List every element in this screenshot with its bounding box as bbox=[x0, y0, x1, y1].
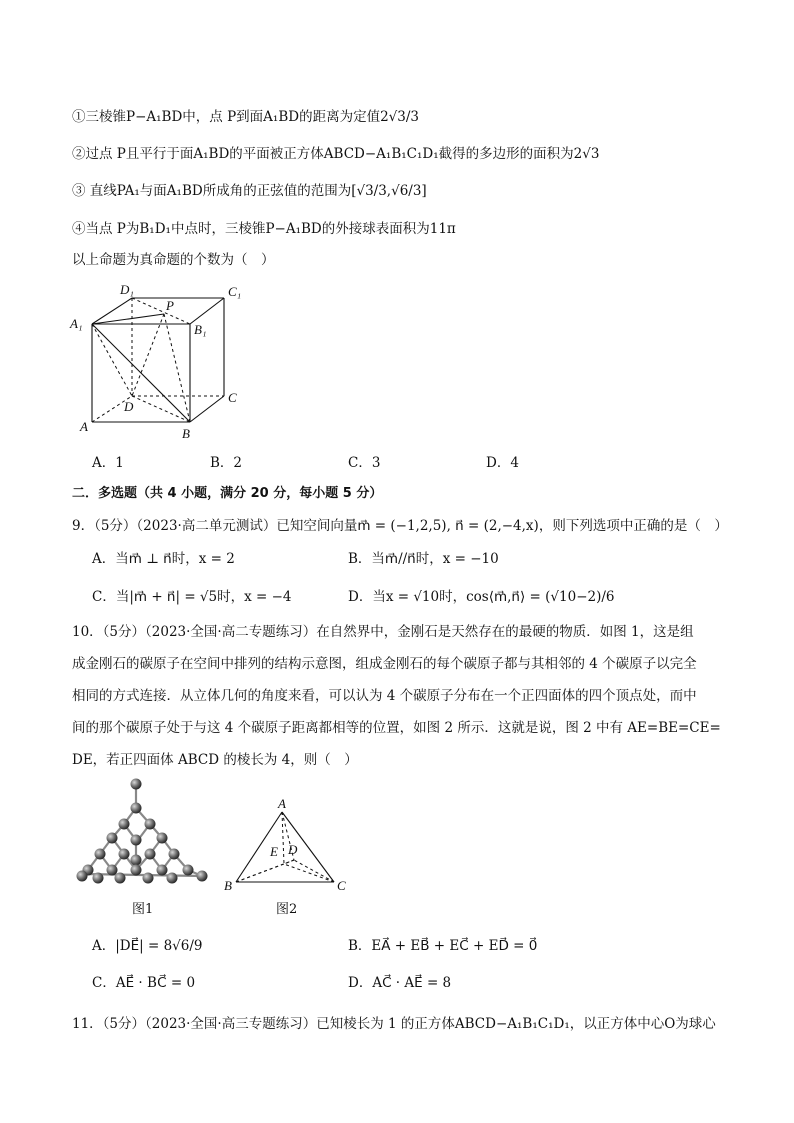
q9-stem: 9．（5分）（2023·高二单元测试）已知空间向量m⃗ = (−1,2,5), n⃗ = (2,−4,x)，则下列选项中正确的是（ ） bbox=[72, 518, 728, 534]
tetra-label-C: C bbox=[337, 878, 346, 893]
section-heading: 二．多选题（共 4 小题，满分 20 分，每小题 5 分） bbox=[72, 486, 383, 501]
q9-option-a: A．当m⃗ ⊥ n⃗时，x = 2 bbox=[92, 551, 235, 567]
tetrahedron-figure bbox=[224, 798, 354, 898]
label-P: P bbox=[166, 298, 174, 313]
label-D: D bbox=[124, 399, 134, 414]
tetra-label-A: A bbox=[278, 798, 286, 811]
q10-stem-line-1: 10．（5分）（2023·全国·高二专题练习）在自然界中，金刚石是天然存在的最硬的物质．如图 1，这是组 bbox=[72, 624, 694, 640]
tetra-label-E: E bbox=[270, 844, 278, 859]
q10-stem-line-5: DE，若正四面体 ABCD 的棱长为 4，则（ ） bbox=[72, 752, 358, 768]
q10-option-d: D．AC⃗ · AE⃗ = 8 bbox=[348, 975, 452, 991]
diamond-lattice-figure bbox=[72, 772, 212, 892]
q9-option-d: D．当x = √10时，cos⟨m⃗,n⃗⟩ = (√10−2)/6 bbox=[348, 589, 615, 605]
q10-option-c: C．AE⃗ · BC⃗ = 0 bbox=[92, 975, 196, 991]
figure-1-caption: 图1 bbox=[132, 902, 154, 917]
q9-option-c: C．当|m⃗ + n⃗| = √5时，x = −4 bbox=[92, 589, 292, 605]
label-B1: B₁ bbox=[194, 322, 207, 337]
statement-3: ③ 直线PA₁与面A₁BD所成角的正弦值的范围为[√3/3,√6/3] bbox=[72, 183, 427, 199]
q8-option-d: D．4 bbox=[486, 455, 519, 471]
q8-option-b: B．2 bbox=[210, 455, 243, 471]
q10-option-b: B．EA⃗ + EB⃗ + EC⃗ + ED⃗ = 0⃗ bbox=[348, 938, 538, 954]
q9-option-b: B．当m⃗//n⃗时，x = −10 bbox=[348, 551, 499, 567]
label-C1: C₁ bbox=[228, 284, 242, 299]
label-D1: D₁ bbox=[120, 282, 134, 297]
figure-2-caption: 图2 bbox=[276, 902, 298, 917]
statement-4: ④当点 P为B₁D₁中点时，三棱锥P−A₁BD的外接球表面积为11π bbox=[72, 221, 456, 237]
statement-2: ②过点 P且平行于面A₁BD的平面被正方体ABCD−A₁B₁C₁D₁截得的多边形的面积为2√3 bbox=[72, 146, 600, 162]
q10-stem-line-2: 成金刚石的碳原子在空间中排列的结构示意图，组成金刚石的每个碳原子都与其相邻的 4 个碳原子以完全 bbox=[72, 656, 697, 672]
q8-prompt: 以上命题为真命题的个数为（ ） bbox=[72, 252, 275, 268]
label-C: C bbox=[228, 390, 237, 405]
q8-option-a: A．1 bbox=[92, 455, 124, 471]
tetra-label-D: D bbox=[288, 842, 298, 857]
q10-option-a: A．|DE⃗| = 8√6/9 bbox=[92, 938, 203, 954]
q11-stem: 11．（5分）（2023·全国·高三专题练习）已知棱长为 1 的正方体ABCD−A₁B₁C₁D₁，以正方体中心O为球心 bbox=[72, 1016, 716, 1032]
label-A1: A₁ bbox=[70, 316, 83, 331]
cube-figure bbox=[62, 276, 262, 446]
q10-stem-line-4: 间的那个碳原子处于与这 4 个碳原子距离都相等的位置，如图 2 所示．这就是说，图 2 中有 AE=BE=CE= bbox=[72, 720, 721, 736]
q10-stem-line-3: 相同的方式连接．从立体几何的角度来看，可以认为 4 个碳原子分布在一个正四面体的四个顶点处，而中 bbox=[72, 688, 697, 704]
statement-1: ①三棱锥P−A₁BD中，点 P到面A₁BD的距离为定值2√3/3 bbox=[72, 109, 419, 125]
label-B: B bbox=[182, 426, 190, 441]
q8-option-c: C．3 bbox=[348, 455, 381, 471]
tetra-label-B: B bbox=[224, 878, 232, 893]
label-A: A bbox=[80, 419, 88, 434]
